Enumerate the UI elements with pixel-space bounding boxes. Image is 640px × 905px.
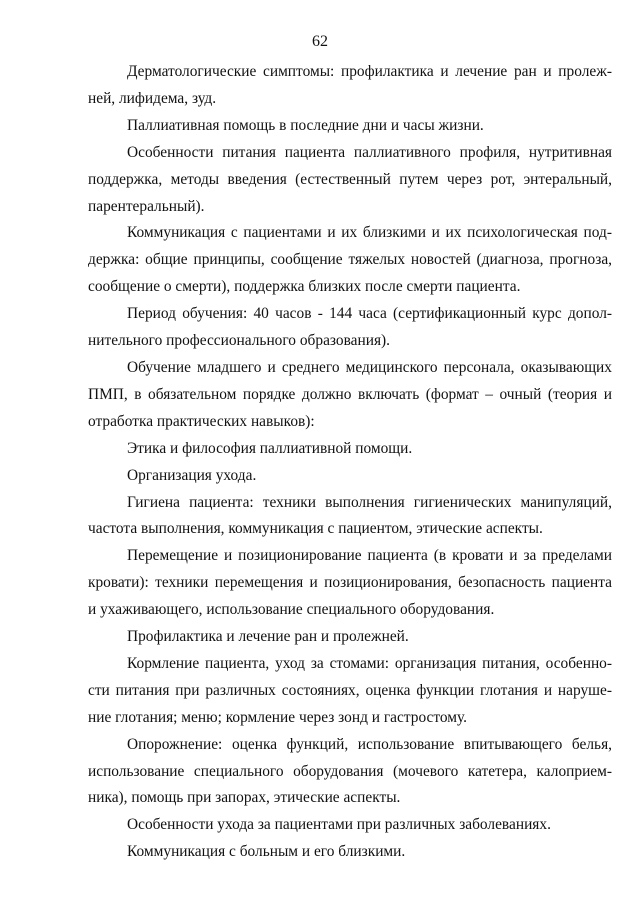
- text-line: ней, лифидема, зуд.: [88, 89, 217, 107]
- text-line: кровати): техники перемещения и позиционирования, безопасность пациента: [88, 574, 612, 592]
- text-line: Особенности питания пациента паллиативного профиля, нутритивная: [127, 143, 612, 161]
- text-line: Коммуникация с пациентами и их близкими и их психологическая под-: [127, 224, 612, 242]
- text-line: Период обучения: 40 часов - 144 часа (сертификационный курс допол-: [127, 305, 612, 323]
- paragraph: [88, 624, 612, 651]
- paragraph: [88, 812, 612, 839]
- paragraph: [88, 463, 612, 490]
- text-line: Организация ухода.: [127, 466, 257, 484]
- paragraph: [88, 140, 612, 221]
- text-line: и ухаживающего, использование специального оборудования.: [88, 601, 495, 619]
- paragraph: [88, 651, 612, 732]
- text-line: Этика и философия паллиативной помощи.: [127, 439, 413, 457]
- text-line: Паллиативная помощь в последние дни и часы жизни.: [127, 116, 484, 134]
- paragraph: [88, 839, 612, 866]
- text-line: сти питания при различных состояниях, оценка функции глотания и наруше-: [88, 681, 612, 699]
- text-line: Опорожнение: оценка функций, использование впитывающего белья,: [127, 735, 612, 753]
- text-line: держка: общие принципы, сообщение тяжелых новостей (диагноза, прогноза,: [88, 251, 612, 269]
- text-line: сообщение о смерти), поддержка близких после смерти пациента.: [88, 278, 521, 296]
- document-body: [88, 59, 612, 866]
- paragraph: [88, 543, 612, 624]
- paragraph: [88, 301, 612, 355]
- text-line: отработка практических навыков):: [88, 412, 315, 430]
- text-line: Особенности ухода за пациентами при различных заболеваниях.: [127, 816, 551, 834]
- paragraph: [88, 355, 612, 436]
- text-line: Кормление пациента, уход за стомами: организация питания, особенно-: [127, 654, 612, 672]
- paragraph: [88, 220, 612, 301]
- text-line: парентеральный).: [88, 197, 205, 215]
- paragraph: [88, 113, 612, 140]
- paragraph: [88, 59, 612, 113]
- text-line: использование специального оборудования (мочевого катетера, калоприем-: [88, 762, 612, 780]
- text-line: ние глотания; меню; кормление через зонд и гастростому.: [88, 708, 468, 726]
- text-line: ПМП, в обязательном порядке должно включать (формат – очный (теория и: [88, 385, 612, 403]
- text-line: Гигиена пациента: техники выполнения гигиенических манипуляций,: [127, 493, 612, 511]
- text-line: нительного профессионального образования).: [88, 332, 391, 350]
- paragraph: [88, 732, 612, 813]
- text-line: Перемещение и позиционирование пациента (в кровати и за пределами: [127, 547, 612, 565]
- page-number: 62: [312, 33, 328, 50]
- text-line: поддержка, методы введения (естественный путем через рот, энтеральный,: [88, 170, 612, 188]
- text-line: Профилактика и лечение ран и пролежней.: [127, 628, 409, 646]
- paragraph: [88, 436, 612, 463]
- text-line: Дерматологические симптомы: профилактика и лечение ран и пролеж-: [127, 63, 612, 80]
- text-line: частота выполнения, коммуникация с пациентом, этические аспекты.: [88, 520, 543, 538]
- paragraph: [88, 490, 612, 544]
- text-line: Обучение младшего и среднего медицинского персонала, оказывающих: [127, 358, 612, 376]
- text-line: Коммуникация с больным и его близкими.: [127, 843, 406, 861]
- text-line: ника), помощь при запорах, этические аспекты.: [88, 789, 401, 807]
